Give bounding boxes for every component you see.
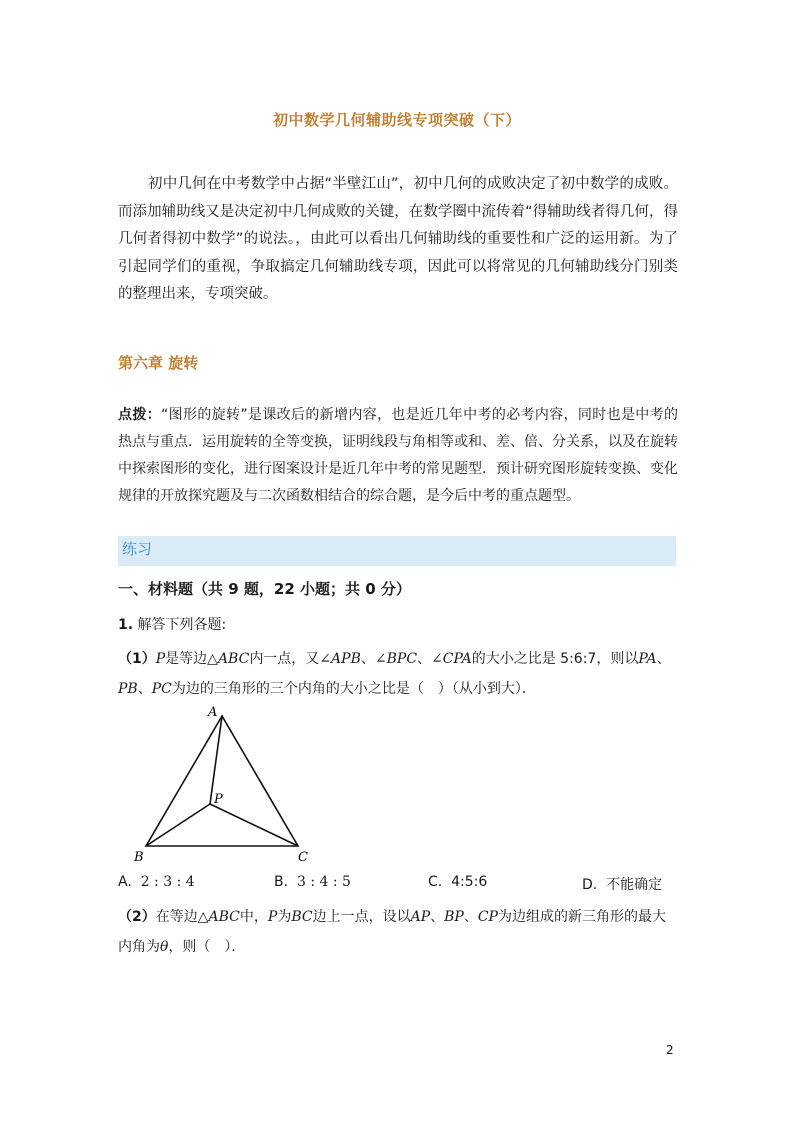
math-segment: PC: [151, 681, 172, 697]
hint-text: “图形的旋转”是课改后的新增内容，也是近几年中考的必考内容，同时也是中考的热点与重点．运用旋转的全等变换，证明线段与角相等或和、差、倍、分关系，以及在旋转中探索图形的变化，进行图案设计是近几年中考的常见题型．预计研究图形旋转变换、变化规律的开放探究题及与二次函数相结合的综合题，是今后中考的重点题型。: [118, 407, 678, 504]
question-number: 1.: [118, 617, 134, 633]
option-d[interactable]: [582, 874, 662, 894]
math-p: P: [155, 651, 166, 667]
math-angle: ∠CPA: [431, 651, 472, 667]
math-angle: ∠APB: [319, 651, 361, 667]
section-heading: 一、材料题（共 9 题，22 小题；共 0 分）: [118, 580, 411, 598]
math-p: P: [267, 909, 278, 925]
math-segment: CP: [477, 909, 498, 925]
text-sep: 、: [137, 681, 152, 697]
option-b[interactable]: [274, 874, 351, 890]
math-angle: ∠BPC: [374, 651, 418, 667]
option-a[interactable]: [118, 874, 195, 890]
text-sep: 、: [463, 909, 478, 925]
triangle-figure: [126, 700, 326, 870]
question-1: [118, 614, 226, 634]
text-segment: 为边的三角形的三个内角的大小之比是（ ）（从小到大）．: [171, 681, 536, 697]
text-segment: 为边组成的新三角形的最大内角为: [118, 909, 666, 955]
option-letter: B.: [274, 874, 289, 890]
option-value: 2 : 3 : 4: [140, 874, 195, 890]
segment-pa: [210, 716, 222, 804]
option-letter: C.: [428, 874, 443, 890]
text-segment: 内一点，又: [249, 651, 320, 667]
segment-pb: [146, 804, 210, 846]
document-title: 初中数学几何辅助线专项突破（下）: [272, 111, 521, 129]
text-sep: 、: [656, 651, 671, 667]
text-sep: 、: [360, 651, 375, 667]
page-number: 2: [666, 1043, 674, 1057]
subquestion-1: [118, 644, 678, 704]
option-letter: D.: [582, 877, 598, 893]
subquestion-label: （1）: [118, 651, 156, 667]
text-segment: 在等边: [155, 909, 198, 925]
option-value: 不能确定: [606, 877, 663, 893]
text-sep: 、: [417, 651, 432, 667]
text-segment: 的大小之比是 5:6:7，则以: [471, 651, 639, 667]
triangle-abc: [146, 716, 298, 846]
label-p: P: [214, 792, 223, 807]
text-segment: 为: [277, 909, 292, 925]
math-theta: θ: [160, 939, 169, 955]
option-value: 4:5:6: [451, 874, 488, 890]
text-segment: 是等边: [165, 651, 208, 667]
text-sep: 、: [430, 909, 445, 925]
label-b: B: [134, 850, 144, 865]
label-c: C: [298, 850, 308, 865]
subquestion-2: [118, 902, 678, 962]
math-triangle: △ABC: [207, 651, 250, 667]
option-value: 3 : 4 : 5: [296, 874, 351, 890]
math-segment: AP: [410, 909, 431, 925]
math-segment: BP: [444, 909, 464, 925]
math-segment: PB: [118, 681, 138, 697]
practice-banner: 练习: [118, 536, 676, 566]
option-c[interactable]: [428, 874, 487, 890]
math-triangle: △ABC: [197, 909, 240, 925]
hint-label: 点拨：: [118, 407, 162, 423]
label-a: A: [208, 705, 218, 720]
text-segment: 边上一点，设以: [312, 909, 411, 925]
intro-paragraph: 初中几何在中考数学中占据“半壁江山”，初中几何的成败决定了初中数学的成败。而添加辅助线又是决定初中几何成败的关键，在数学圈中流传着“得辅助线者得几何，得几何者得初中数学”的说法。，由此可以看出几何辅助线的重要性和广泛的运用新。为了引起同学们的重视，争取搞定几何辅助线专项，因此可以将常见的几何辅助线分门别类的整理出来，专项突破。: [118, 176, 678, 302]
text-segment: ，则（ ）．: [168, 939, 246, 955]
text-segment: 中，: [239, 909, 268, 925]
chapter-heading: 第六章 旋转: [118, 354, 199, 372]
question-text: 解答下列各题:: [137, 617, 227, 633]
math-segment: BC: [291, 909, 313, 925]
subquestion-label: （2）: [118, 909, 156, 925]
hint-paragraph: [118, 402, 678, 510]
option-letter: A.: [118, 874, 132, 890]
math-segment: PA: [638, 651, 657, 667]
